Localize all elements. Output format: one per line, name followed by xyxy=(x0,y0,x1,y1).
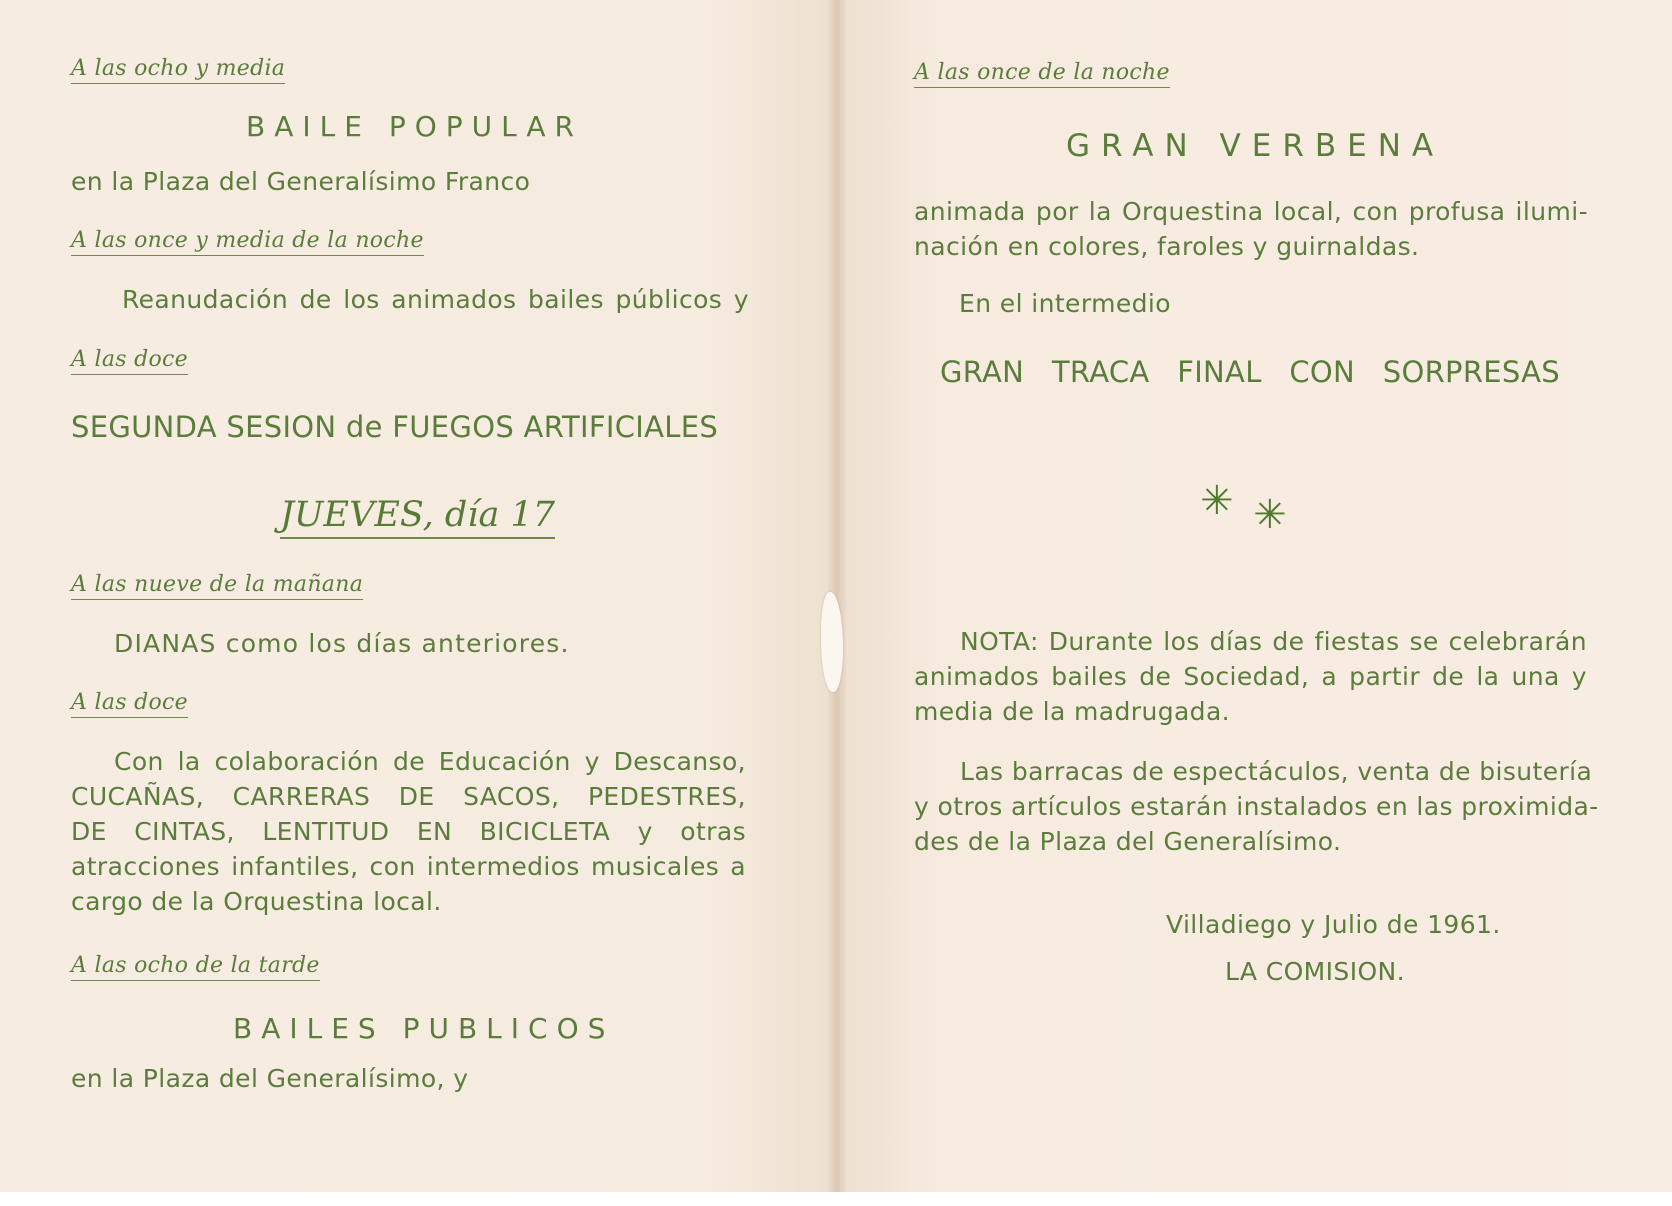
event-text: Reanudación de los animados bailes públicos y xyxy=(122,285,749,314)
event-place: en la Plaza del Generalísimo, y xyxy=(71,1064,469,1093)
paragraph-line: atracciones infantiles, con intermedios musicales a xyxy=(71,852,746,881)
scan-edge xyxy=(0,1192,1672,1206)
day-heading: JUEVES, día 17 xyxy=(280,495,555,539)
signature: LA COMISION. xyxy=(1225,957,1405,986)
time-heading: A las once y media de la noche xyxy=(71,228,424,256)
event-title: GRAN VERBENA xyxy=(1066,128,1445,164)
event-title: BAILES PUBLICOS xyxy=(233,1012,615,1045)
paragraph-line: nación en colores, faroles y guirnaldas. xyxy=(914,232,1420,261)
stalls-line: des de la Plaza del Generalísimo. xyxy=(914,827,1342,856)
finale-title: GRAN TRACA FINAL CON SORPRESAS xyxy=(940,355,1560,389)
time-heading: A las doce xyxy=(71,690,188,718)
star-ornament-icon: ✳ xyxy=(1253,492,1287,538)
time-heading: A las nueve de la mañana xyxy=(71,572,363,600)
intermission-label: En el intermedio xyxy=(959,289,1171,318)
paragraph-line: Con la colaboración de Educación y Descanso, xyxy=(114,747,746,776)
star-ornament-icon: ✳ xyxy=(1200,478,1234,524)
note-line: animados bailes de Sociedad, a partir de la una y xyxy=(914,662,1587,691)
time-heading: A las once de la noche xyxy=(914,60,1170,88)
event-title: SEGUNDA SESION de FUEGOS ARTIFICIALES xyxy=(71,410,719,444)
right-page xyxy=(842,0,1672,1192)
note-line: NOTA: Durante los días de fiestas se celebrarán xyxy=(960,627,1587,656)
paragraph-line: animada por la Orquestina local, con profusa ilumi- xyxy=(914,197,1588,226)
event-title: BAILE POPULAR xyxy=(246,110,583,143)
stalls-line: Las barracas de espectáculos, venta de bisutería xyxy=(960,757,1593,786)
time-heading: A las ocho de la tarde xyxy=(71,953,320,981)
paragraph-line: CUCAÑAS, CARRERAS DE SACOS, PEDESTRES, xyxy=(71,782,746,811)
paragraph-line: cargo de la Orquestina local. xyxy=(71,887,442,916)
paragraph-line: DE CINTAS, LENTITUD EN BICICLETA y otras xyxy=(71,817,746,846)
event-place: en la Plaza del Generalísimo Franco xyxy=(71,167,531,196)
stalls-line: y otros artículos estarán instalados en las proximida- xyxy=(914,792,1599,821)
time-heading: A las ocho y media xyxy=(71,56,285,84)
note-line: media de la madrugada. xyxy=(914,697,1231,726)
event-text: DIANAS como los días anteriores. xyxy=(114,629,570,658)
place-date: Villadiego y Julio de 1961. xyxy=(1166,910,1501,939)
time-heading: A las doce xyxy=(71,347,188,375)
